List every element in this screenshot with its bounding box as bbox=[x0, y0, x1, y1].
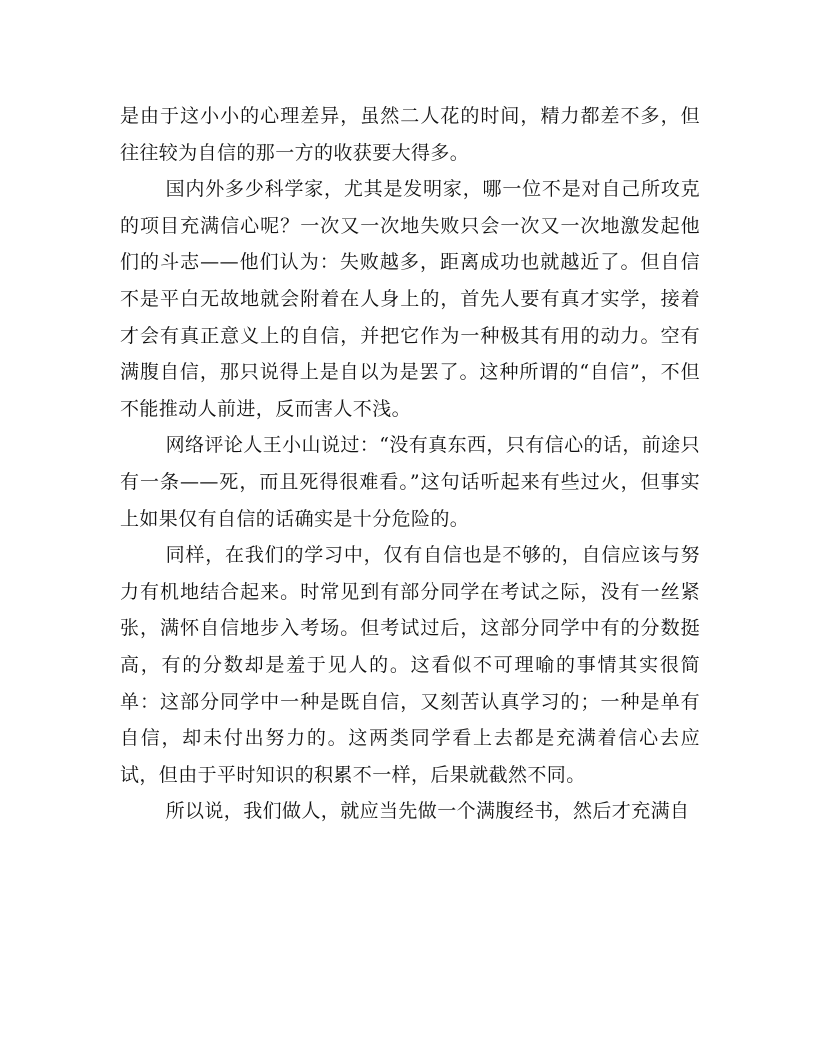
paragraph-1: 是由于这小小的心理差异，虽然二人花的时间，精力都差不多，但往往较为自信的那一方的收获要大得多。 bbox=[120, 105, 700, 164]
paragraph-3: 网络评论人王小山说过：“没有真东西，只有信心的话，前途只有一条——死，而且死得很难看。”这句话听起来有些过火，但事实上如果仅有自信的话确实是十分危险的。 bbox=[120, 434, 700, 530]
paragraph-4: 同样，在我们的学习中，仅有自信也是不够的，自信应该与努力有机地结合起来。时常见到有部分同学在考试之际，没有一丝紧张，满怀自信地步入考场。但考试过后，这部分同学中有的分数挺高，有的分数却是羞于见人的。这看似不可理喻的事情其实很简单：这部分同学中一种是既自信，又刻苦认真学习的；一种是单有自信，却未付出努力的。这两类同学看上去都是充满着信心去应试，但由于平时知识的积累不一样，后果就截然不同。 bbox=[120, 544, 700, 786]
paragraph-2: 国内外多少科学家，尤其是发明家，哪一位不是对自己所攻克的项目充满信心呢？一次又一次地失败只会一次又一次地激发起他们的斗志——他们认为：失败越多，距离成功也就越近了。但自信不是平白无故地就会附着在人身上的，首先人要有真才实学，接着才会有真正意义上的自信，并把它作为一种极其有用的动力。空有满腹自信，那只说得上是自以为是罢了。这种所谓的“自信”，不但不能推动人前进，反而害人不浅。 bbox=[120, 178, 700, 420]
paragraph-5: 所以说，我们做人，就应当先做一个满腹经书，然后才充满自 bbox=[165, 800, 690, 823]
document-body bbox=[120, 98, 700, 830]
